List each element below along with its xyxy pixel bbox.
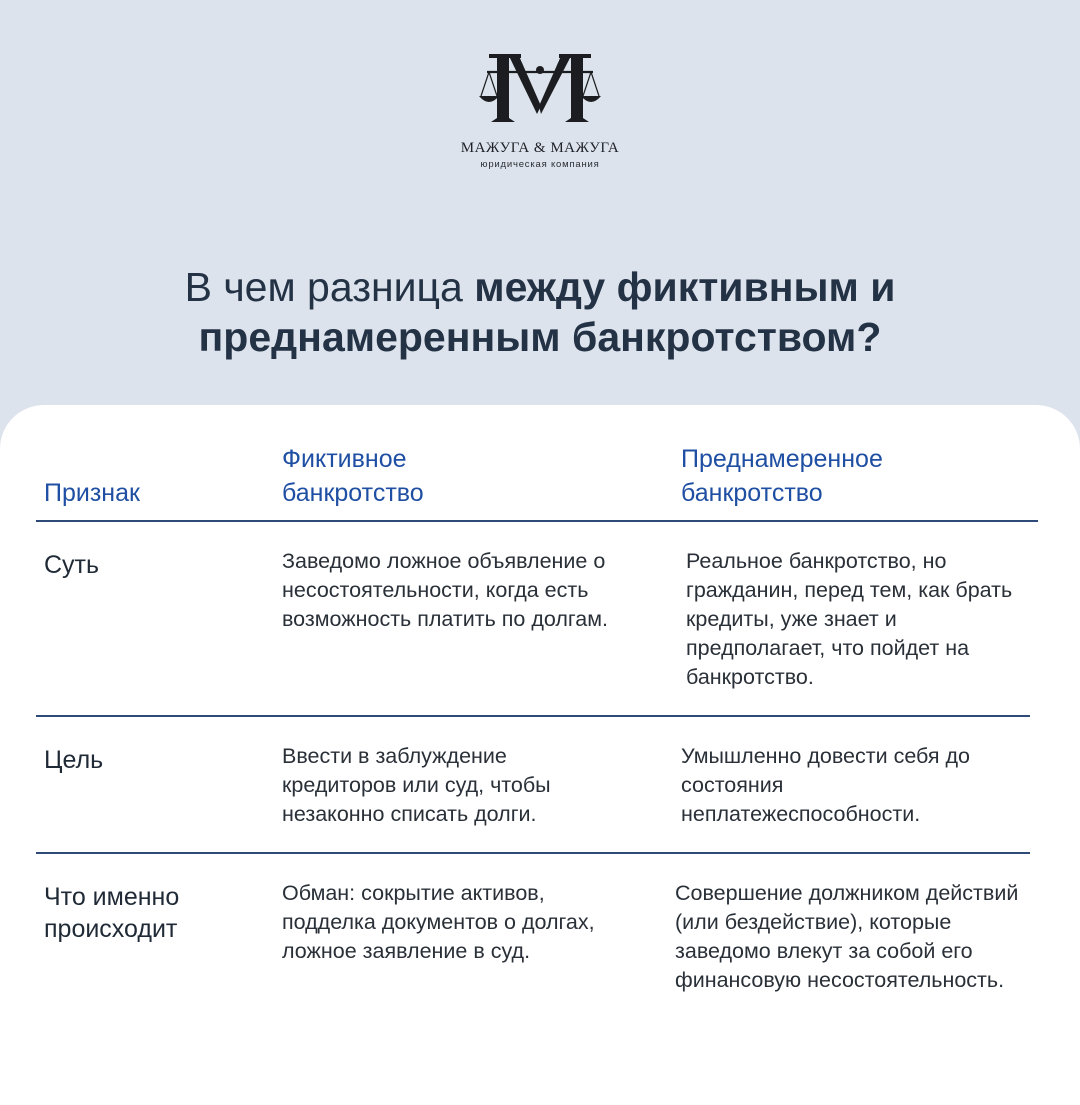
cell-goal-deliberate: Умышленно довести себя до состояния неплатежеспособности. (681, 744, 971, 826)
header-fictitious: Фиктивное банкротство (282, 445, 424, 507)
scales-monogram-icon (475, 48, 605, 128)
row-divider-2 (36, 852, 1030, 854)
cell-essence-fictitious: Заведомо ложное объявление о несостоятельности, когда есть возможность платить по долгам. (282, 549, 609, 631)
header-deliberate: Преднамеренное банкротство (681, 445, 883, 507)
comparison-card (0, 405, 1080, 1105)
cell-goal-fictitious: Ввести в заблуждение кредиторов или суд, чтобы незаконно списать долги. (282, 744, 551, 826)
row-label-what-happens: Что именно происходит (44, 883, 180, 943)
title-part-bold-1: между фиктивным и (474, 264, 896, 310)
cell-what-happens-fictitious: Обман: сокрытие активов, подделка документов о долгах, ложное заявление в суд. (282, 881, 595, 963)
header-feature: Признак (44, 479, 140, 507)
title-part-regular: В чем разница (184, 264, 475, 310)
brand-name: МАЖУГА & МАЖУГА (460, 140, 620, 156)
title-part-bold-2: преднамеренным банкротством? (198, 314, 882, 360)
cell-what-happens-deliberate: Совершение должником действий (или бездействие), которые заведомо влекут за собой его финансовую несостоятельность. (675, 881, 1019, 992)
header-divider (36, 520, 1038, 522)
row-divider-1 (36, 715, 1030, 717)
brand-subtitle: юридическая компания (480, 159, 600, 170)
cell-essence-deliberate: Реальное банкротство, но гражданин, перед тем, как брать кредиты, уже знает и предполагает, что пойдет на банкротство. (686, 549, 1013, 689)
page-title (0, 262, 1080, 362)
brand-logo (0, 48, 1080, 170)
row-label-goal: Цель (44, 746, 104, 774)
row-label-essence: Суть (44, 551, 100, 579)
